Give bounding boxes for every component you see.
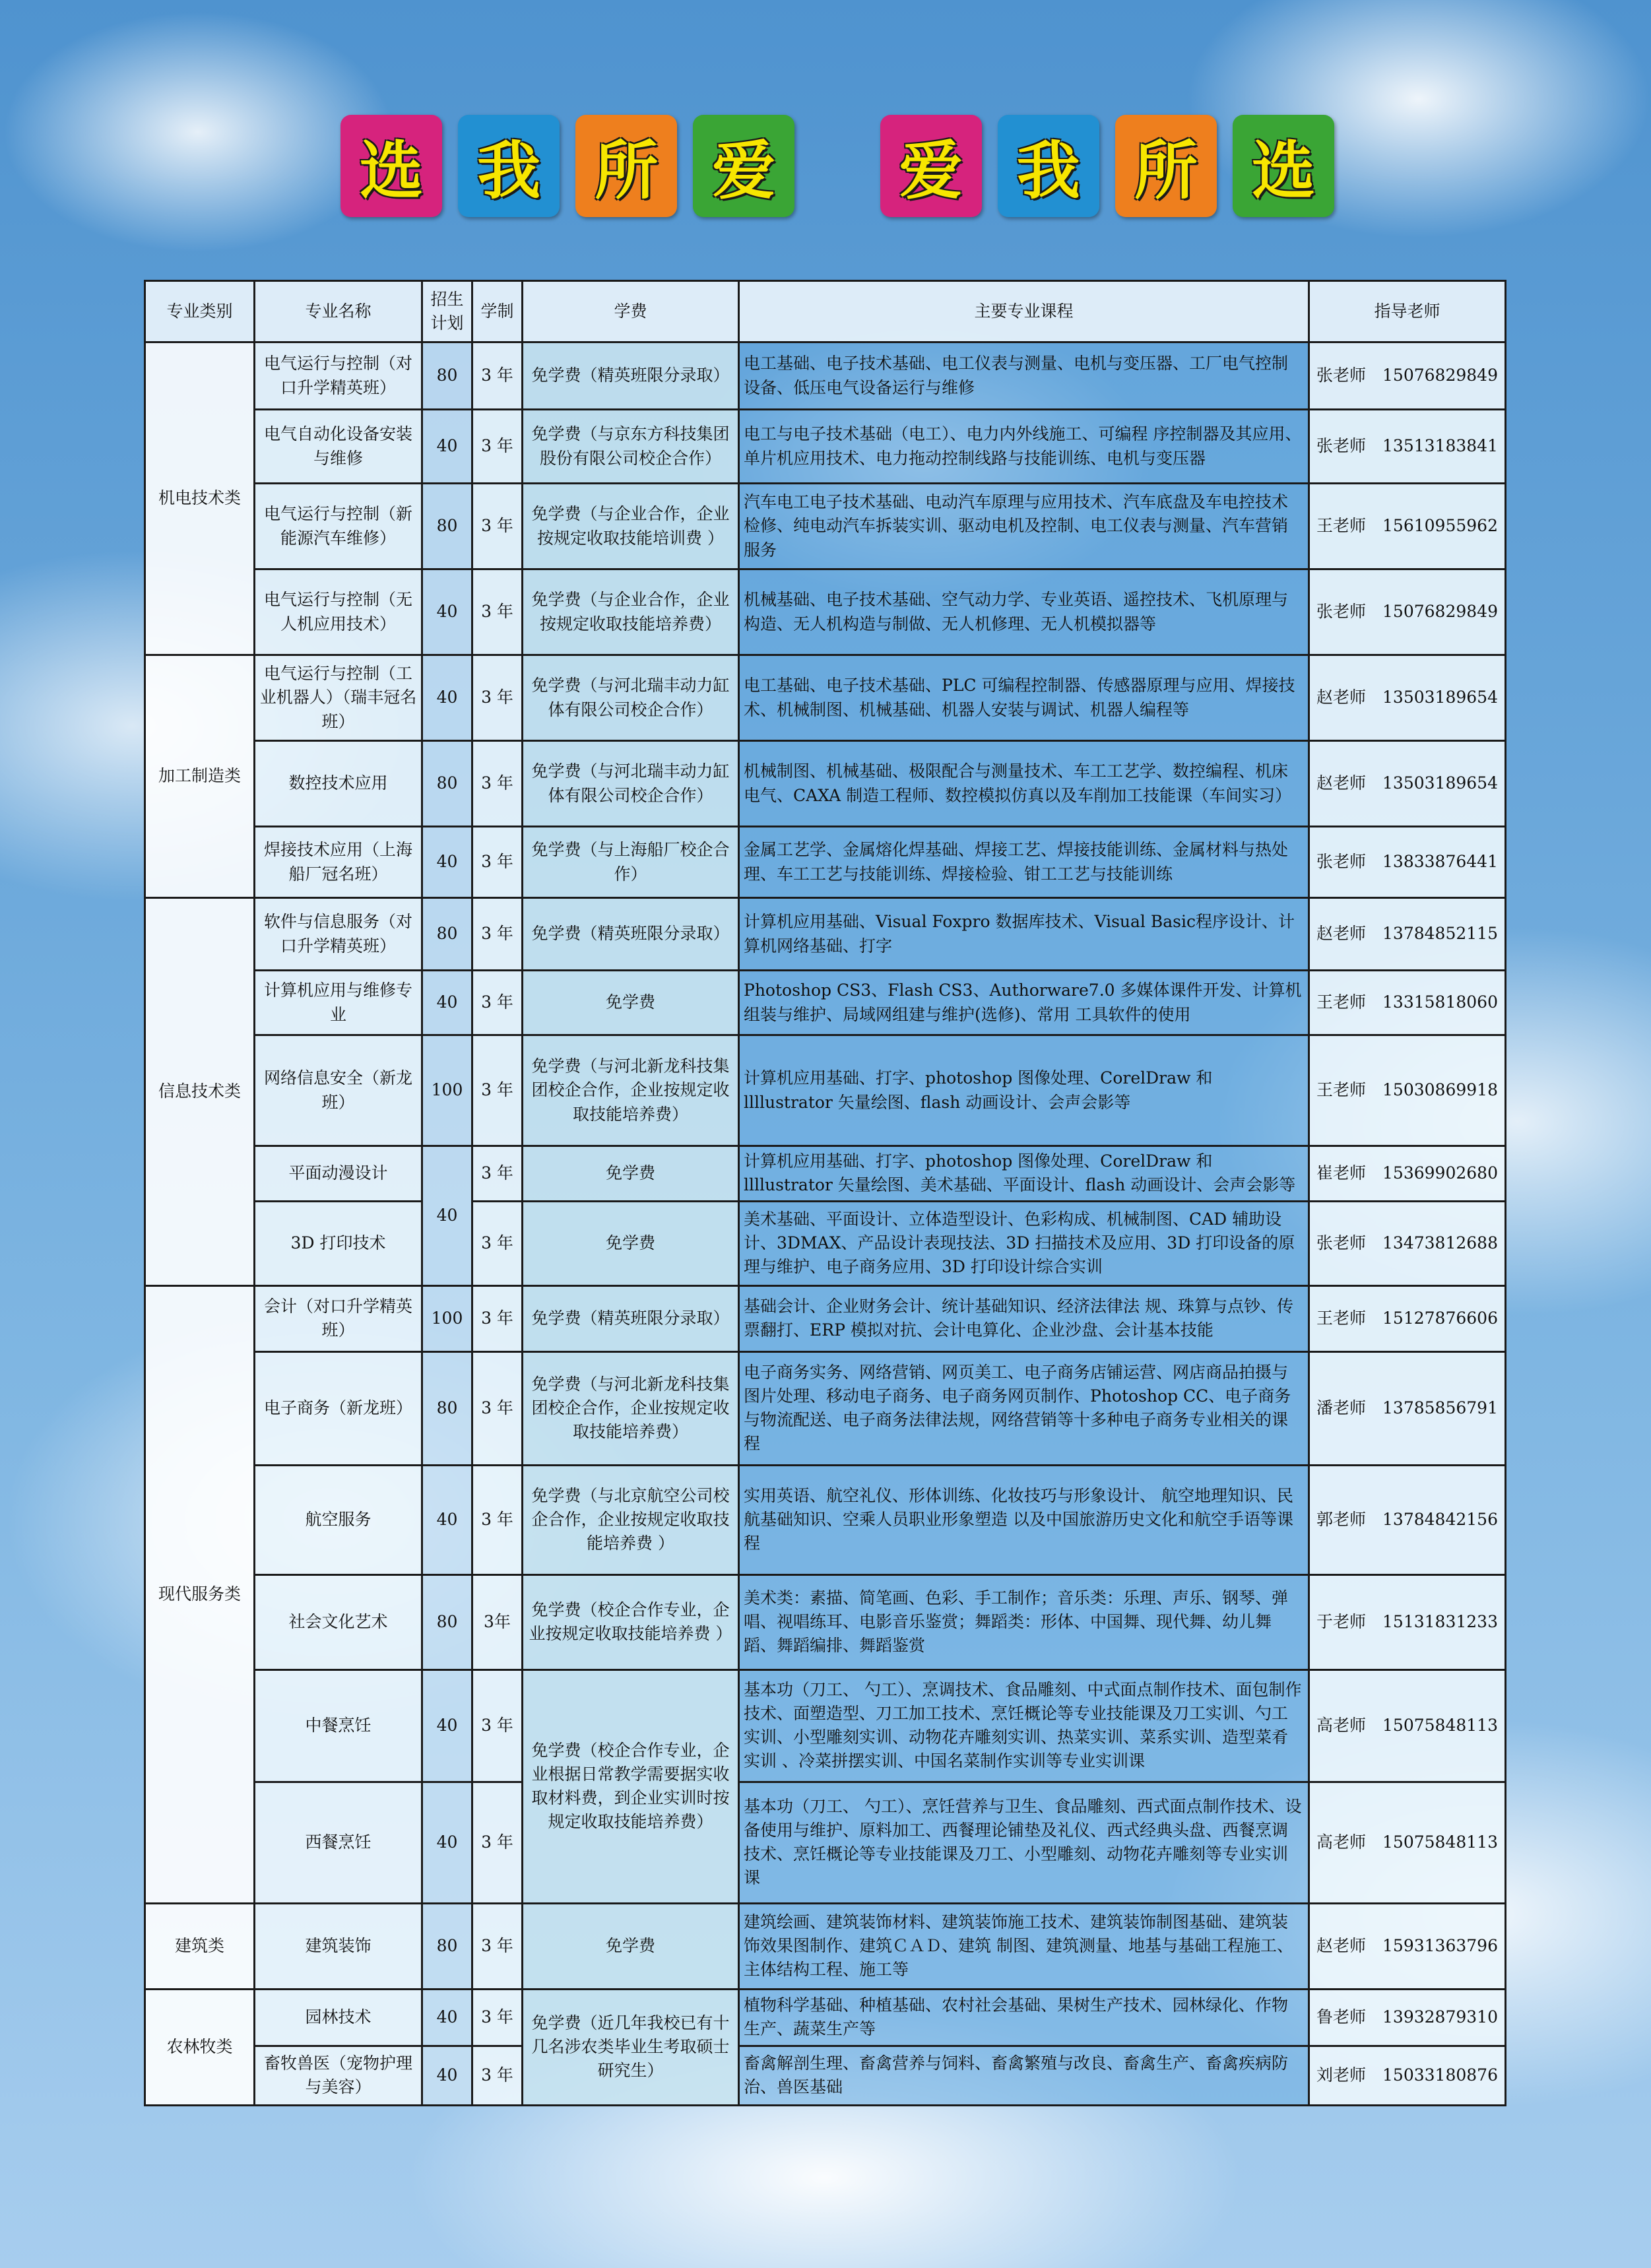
enroll-plan-cell: 40 bbox=[422, 1989, 472, 2046]
slogan-char: 选 bbox=[340, 115, 442, 217]
courses-cell: 美术基础、平面设计、立体造型设计、色彩构成、机械制图、CAD 辅助设计、3DMAX、产品设计表现技法、3D 扫描技术及应用、3D 打印设备的原理与维护、电子商务应用、3D 打印设计综合实训 bbox=[739, 1201, 1309, 1285]
table-row bbox=[145, 1782, 1506, 1903]
courses-cell: 电子商务实务、网络营销、网页美工、电子商务店铺运营、网店商品拍摄与图片处理、移动电子商务、电子商务网页制作、Photoshop CC、电子商务与物流配送、电子商务法律法规，网络营销等十多种电子商务专业相关的课程 bbox=[739, 1351, 1309, 1465]
fee-cell: 免学费（与上海船厂校企合作） bbox=[523, 827, 739, 898]
enroll-plan-cell: 40 bbox=[422, 1465, 472, 1574]
courses-cell: 基础会计、企业财务会计、统计基础知识、经济法律法 规、珠算与点钞、传票翻打、ERP 模拟对抗、会计电算化、企业沙盘、会计基本技能 bbox=[739, 1285, 1309, 1351]
major-name-cell: 平面动漫设计 bbox=[255, 1146, 422, 1202]
courses-cell: 畜禽解剖生理、畜禽营养与饲料、畜禽繁殖与改良、畜禽生产、畜禽疾病防治、兽医基础 bbox=[739, 2046, 1309, 2105]
duration-cell: 3 年 bbox=[472, 1146, 523, 1202]
teacher-cell: 鲁老师 13932879310 bbox=[1309, 1989, 1506, 2046]
fee-cell: 免学费（精英班限分录取） bbox=[523, 342, 739, 410]
table-row bbox=[145, 1351, 1506, 1465]
courses-cell: 机械基础、电子技术基础、空气动力学、专业英语、遥控技术、飞机原理与构造、无人机构造与制做、无人机修理、无人机模拟器等 bbox=[739, 569, 1309, 655]
courses-cell: 建筑绘画、建筑装饰材料、建筑装饰施工技术、建筑装饰制图基础、建筑装饰效果图制作、建筑ＣＡＤ、建筑 制图、建筑测量、地基与基础工程施工、主体结构工程、施工等 bbox=[739, 1903, 1309, 1989]
enroll-plan-cell: 100 bbox=[422, 1285, 472, 1351]
duration-cell: 3 年 bbox=[472, 1351, 523, 1465]
table-row bbox=[145, 1146, 1506, 1202]
major-name-cell: 数控技术应用 bbox=[255, 741, 422, 827]
duration-cell: 3 年 bbox=[472, 1285, 523, 1351]
table-row bbox=[145, 741, 1506, 827]
slogan-char: 所 bbox=[1115, 115, 1217, 217]
table-row bbox=[145, 1903, 1506, 1989]
category-cell: 现代服务类 bbox=[145, 1285, 255, 1903]
teacher-cell: 王老师 15610955962 bbox=[1309, 484, 1506, 569]
courses-cell: 电工基础、电子技术基础、PLC 可编程控制器、传感器原理与应用、焊接技术、机械制图、机械基础、机器人安装与调试、机器人编程等 bbox=[739, 655, 1309, 741]
major-name-cell: 电气运行与控制（新能源汽车维修） bbox=[255, 484, 422, 569]
major-name-cell: 电气运行与控制（工业机器人）（瑞丰冠名班） bbox=[255, 655, 422, 741]
teacher-cell: 赵老师 15931363796 bbox=[1309, 1903, 1506, 1989]
courses-cell: 金属工艺学、金属熔化焊基础、焊接工艺、焊接技能训练、金属材料与热处理、车工工艺与技能训练、焊接检验、钳工工艺与技能训练 bbox=[739, 827, 1309, 898]
slogan-char: 所 bbox=[575, 115, 677, 217]
table-row bbox=[145, 1465, 1506, 1574]
fee-cell: 免学费（精英班限分录取） bbox=[523, 1285, 739, 1351]
fee-cell: 免学费（校企合作专业，企业根据日常教学需要据实收取材料费，到企业实训时按规定收取技能培养费） bbox=[523, 1669, 739, 1903]
courses-cell: 机械制图、机械基础、极限配合与测量技术、车工工艺学、数控编程、机床电气、CAXA 制造工程师、数控模拟仿真以及车削加工技能课（车间实习） bbox=[739, 741, 1309, 827]
enroll-plan-cell: 40 bbox=[422, 1146, 472, 1286]
major-name-cell: 西餐烹饪 bbox=[255, 1782, 422, 1903]
table-row bbox=[145, 655, 1506, 741]
courses-cell: 美术类：素描、简笔画、色彩、手工制作；音乐类：乐理、声乐、钢琴、弹唱、视唱练耳、电影音乐鉴赏；舞蹈类：形体、中国舞、现代舞、幼儿舞蹈、舞蹈编排、舞蹈鉴赏 bbox=[739, 1574, 1309, 1669]
fee-cell: 免学费（精英班限分录取） bbox=[523, 898, 739, 971]
enroll-plan-cell: 80 bbox=[422, 1574, 472, 1669]
enroll-plan-cell: 40 bbox=[422, 1669, 472, 1782]
teacher-cell: 郭老师 13784842156 bbox=[1309, 1465, 1506, 1574]
slogan-char: 我 bbox=[458, 115, 560, 217]
teacher-cell: 张老师 15076829849 bbox=[1309, 569, 1506, 655]
duration-cell: 3年 bbox=[472, 1574, 523, 1669]
header-enroll: 招生计划 bbox=[422, 281, 472, 342]
duration-cell: 3 年 bbox=[472, 1989, 523, 2046]
fee-cell: 免学费（近几年我校已有十几名涉农类毕业生考取硕士研究生） bbox=[523, 1989, 739, 2105]
teacher-cell: 张老师 13473812688 bbox=[1309, 1201, 1506, 1285]
courses-cell: 植物科学基础、种植基础、农村社会基础、果树生产技术、园林绿化、作物生产、蔬菜生产等 bbox=[739, 1989, 1309, 2046]
slogan-char: 爱 bbox=[880, 115, 982, 217]
fee-cell: 免学费（与企业合作，企业按规定收取技能培养费） bbox=[523, 569, 739, 655]
enroll-plan-cell: 40 bbox=[422, 1782, 472, 1903]
duration-cell: 3 年 bbox=[472, 971, 523, 1035]
teacher-cell: 赵老师 13784852115 bbox=[1309, 898, 1506, 971]
table-row bbox=[145, 569, 1506, 655]
major-name-cell: 电气运行与控制（对口升学精英班） bbox=[255, 342, 422, 410]
enroll-plan-cell: 80 bbox=[422, 484, 472, 569]
teacher-cell: 赵老师 13503189654 bbox=[1309, 655, 1506, 741]
slogan-char: 爱 bbox=[693, 115, 794, 217]
table-row bbox=[145, 827, 1506, 898]
table-row bbox=[145, 1201, 1506, 1285]
duration-cell: 3 年 bbox=[472, 1465, 523, 1574]
fee-cell: 免学费 bbox=[523, 1146, 739, 1202]
teacher-cell: 王老师 13315818060 bbox=[1309, 971, 1506, 1035]
teacher-cell: 于老师 15131831233 bbox=[1309, 1574, 1506, 1669]
major-name-cell: 园林技术 bbox=[255, 1989, 422, 2046]
enroll-plan-cell: 40 bbox=[422, 410, 472, 484]
major-name-cell: 电子商务（新龙班） bbox=[255, 1351, 422, 1465]
enroll-plan-cell: 80 bbox=[422, 1351, 472, 1465]
category-cell: 加工制造类 bbox=[145, 655, 255, 898]
fee-cell: 免学费（与河北新龙科技集团校企合作，企业按规定收取技能培养费） bbox=[523, 1351, 739, 1465]
slogan-char: 我 bbox=[998, 115, 1099, 217]
teacher-cell: 高老师 15075848113 bbox=[1309, 1669, 1506, 1782]
major-name-cell: 电气自动化设备安装与维修 bbox=[255, 410, 422, 484]
table-row bbox=[145, 484, 1506, 569]
table-row bbox=[145, 971, 1506, 1035]
fee-cell: 免学费（与河北瑞丰动力缸体有限公司校企合作） bbox=[523, 655, 739, 741]
fee-cell: 免学费（校企合作专业，企业按规定收取技能培养费 ） bbox=[523, 1574, 739, 1669]
table-row bbox=[145, 342, 1506, 410]
duration-cell: 3 年 bbox=[472, 655, 523, 741]
table-row bbox=[145, 1035, 1506, 1146]
enroll-plan-cell: 100 bbox=[422, 1035, 472, 1146]
enroll-plan-cell: 40 bbox=[422, 827, 472, 898]
fee-cell: 免学费（与企业合作，企业按规定收取技能培训费 ） bbox=[523, 484, 739, 569]
enroll-plan-cell: 40 bbox=[422, 569, 472, 655]
category-cell: 机电技术类 bbox=[145, 342, 255, 655]
enroll-plan-cell: 80 bbox=[422, 898, 472, 971]
enroll-plan-cell: 40 bbox=[422, 655, 472, 741]
category-cell: 建筑类 bbox=[145, 1903, 255, 1989]
duration-cell: 3 年 bbox=[472, 569, 523, 655]
major-name-cell: 航空服务 bbox=[255, 1465, 422, 1574]
table-header-row bbox=[145, 281, 1506, 342]
table-row bbox=[145, 410, 1506, 484]
category-cell: 农林牧类 bbox=[145, 1989, 255, 2105]
table-row bbox=[145, 1669, 1506, 1782]
majors-table bbox=[144, 280, 1506, 2106]
courses-cell: 计算机应用基础、打字、photoshop 图像处理、CorelDraw 和 llllustrator 矢量绘图、flash 动画设计、会声会影等 bbox=[739, 1035, 1309, 1146]
duration-cell: 3 年 bbox=[472, 1903, 523, 1989]
courses-cell: Photoshop CS3、Flash CS3、Authorware7.0 多媒体课件开发、计算机组装与维护、局域网组建与维护(选修)、常用 工具软件的使用 bbox=[739, 971, 1309, 1035]
fee-cell: 免学费 bbox=[523, 1201, 739, 1285]
fee-cell: 免学费 bbox=[523, 971, 739, 1035]
enroll-plan-cell: 40 bbox=[422, 2046, 472, 2105]
header-name: 专业名称 bbox=[255, 281, 422, 342]
major-name-cell: 网络信息安全（新龙班） bbox=[255, 1035, 422, 1146]
fee-cell: 免学费（与河北新龙科技集团校企合作，企业按规定收取技能培养费） bbox=[523, 1035, 739, 1146]
enroll-plan-cell: 80 bbox=[422, 1903, 472, 1989]
duration-cell: 3 年 bbox=[472, 342, 523, 410]
duration-cell: 3 年 bbox=[472, 410, 523, 484]
courses-cell: 电工与电子技术基础（电工）、电力内外线施工、可编程 序控制器及其应用、单片机应用技术、电力拖动控制线路与技能训练、电机与变压器 bbox=[739, 410, 1309, 484]
major-name-cell: 计算机应用与维修专业 bbox=[255, 971, 422, 1035]
duration-cell: 3 年 bbox=[472, 741, 523, 827]
table-row bbox=[145, 1574, 1506, 1669]
teacher-cell: 张老师 13513183841 bbox=[1309, 410, 1506, 484]
major-name-cell: 畜牧兽医（宠物护理与美容） bbox=[255, 2046, 422, 2105]
duration-cell: 3 年 bbox=[472, 1669, 523, 1782]
major-name-cell: 会计（对口升学精英班） bbox=[255, 1285, 422, 1351]
duration-cell: 3 年 bbox=[472, 827, 523, 898]
teacher-cell: 王老师 15030869918 bbox=[1309, 1035, 1506, 1146]
major-name-cell: 软件与信息服务（对口升学精英班） bbox=[255, 898, 422, 971]
slogan-banner bbox=[340, 113, 1350, 218]
enroll-plan-cell: 80 bbox=[422, 741, 472, 827]
duration-cell: 3 年 bbox=[472, 1201, 523, 1285]
teacher-cell: 潘老师 13785856791 bbox=[1309, 1351, 1506, 1465]
teacher-cell: 刘老师 15033180876 bbox=[1309, 2046, 1506, 2105]
table-row bbox=[145, 898, 1506, 971]
category-cell: 信息技术类 bbox=[145, 898, 255, 1286]
duration-cell: 3 年 bbox=[472, 1035, 523, 1146]
major-name-cell: 社会文化艺术 bbox=[255, 1574, 422, 1669]
teacher-cell: 张老师 15076829849 bbox=[1309, 342, 1506, 410]
courses-cell: 基本功（刀工、 勺工）、烹调技术、食品雕刻、中式面点制作技术、面包制作技术、面塑造型、刀工加工技术、烹饪概论等专业技能课及刀工实训、勺工实训、小型雕刻实训、动物花卉雕刻实训、热菜实训、菜系实训、造型菜肴实训 、冷菜拼摆实训、中国名菜制作实训等专业实训课 bbox=[739, 1669, 1309, 1782]
teacher-cell: 崔老师 15369902680 bbox=[1309, 1146, 1506, 1202]
duration-cell: 3 年 bbox=[472, 898, 523, 971]
duration-cell: 3 年 bbox=[472, 1782, 523, 1903]
fee-cell: 免学费 bbox=[523, 1903, 739, 1989]
fee-cell: 免学费（与北京航空公司校企合作，企业按规定收取技能培养费 ） bbox=[523, 1465, 739, 1574]
table-row bbox=[145, 1285, 1506, 1351]
duration-cell: 3 年 bbox=[472, 484, 523, 569]
major-name-cell: 建筑装饰 bbox=[255, 1903, 422, 1989]
fee-cell: 免学费（与京东方科技集团股份有限公司校企合作） bbox=[523, 410, 739, 484]
header-duration: 学制 bbox=[472, 281, 523, 342]
duration-cell: 3 年 bbox=[472, 2046, 523, 2105]
major-name-cell: 3D 打印技术 bbox=[255, 1201, 422, 1285]
major-name-cell: 焊接技术应用（上海船厂冠名班） bbox=[255, 827, 422, 898]
slogan-char: 选 bbox=[1233, 115, 1334, 217]
courses-cell: 计算机应用基础、打字、photoshop 图像处理、CorelDraw 和 llllustrator 矢量绘图、美术基础、平面设计、flash 动画设计、会声会影等 bbox=[739, 1146, 1309, 1202]
major-name-cell: 电气运行与控制（无人机应用技术） bbox=[255, 569, 422, 655]
table-row bbox=[145, 1989, 1506, 2046]
teacher-cell: 张老师 13833876441 bbox=[1309, 827, 1506, 898]
major-name-cell: 中餐烹饪 bbox=[255, 1669, 422, 1782]
header-category: 专业类别 bbox=[145, 281, 255, 342]
teacher-cell: 王老师 15127876606 bbox=[1309, 1285, 1506, 1351]
teacher-cell: 赵老师 13503189654 bbox=[1309, 741, 1506, 827]
majors-table-body bbox=[145, 342, 1506, 2106]
courses-cell: 电工基础、电子技术基础、电工仪表与测量、电机与变压器、工厂电气控制设备、低压电气设备运行与维修 bbox=[739, 342, 1309, 410]
enroll-plan-cell: 40 bbox=[422, 971, 472, 1035]
courses-cell: 实用英语、航空礼仪、形体训练、化妆技巧与形象设计、 航空地理知识、民航基础知识、空乘人员职业形象塑造 以及中国旅游历史文化和航空手语等课程 bbox=[739, 1465, 1309, 1574]
courses-cell: 计算机应用基础、Visual Foxpro 数据库技术、Visual Basic程序设计、计算机网络基础、打字 bbox=[739, 898, 1309, 971]
header-courses: 主要专业课程 bbox=[739, 281, 1309, 342]
header-fee: 学费 bbox=[523, 281, 739, 342]
table-row bbox=[145, 2046, 1506, 2105]
courses-cell: 汽车电工电子技术基础、电动汽车原理与应用技术、汽车底盘及车电控技术检修、纯电动汽车拆装实训、驱动电机及控制、电工仪表与测量、汽车营销服务 bbox=[739, 484, 1309, 569]
teacher-cell: 高老师 15075848113 bbox=[1309, 1782, 1506, 1903]
enroll-plan-cell: 80 bbox=[422, 342, 472, 410]
courses-cell: 基本功（刀工、 勺工）、烹饪营养与卫生、食品雕刻、西式面点制作技术、设备使用与维护、原料加工、西餐理论铺垫及礼仪、西式经典头盘、西餐烹调技术、烹饪概论等专业技能课及刀工、小型雕刻、动物花卉雕刻等专业实训课 bbox=[739, 1782, 1309, 1903]
header-teacher: 指导老师 bbox=[1309, 281, 1506, 342]
fee-cell: 免学费（与河北瑞丰动力缸体有限公司校企合作） bbox=[523, 741, 739, 827]
